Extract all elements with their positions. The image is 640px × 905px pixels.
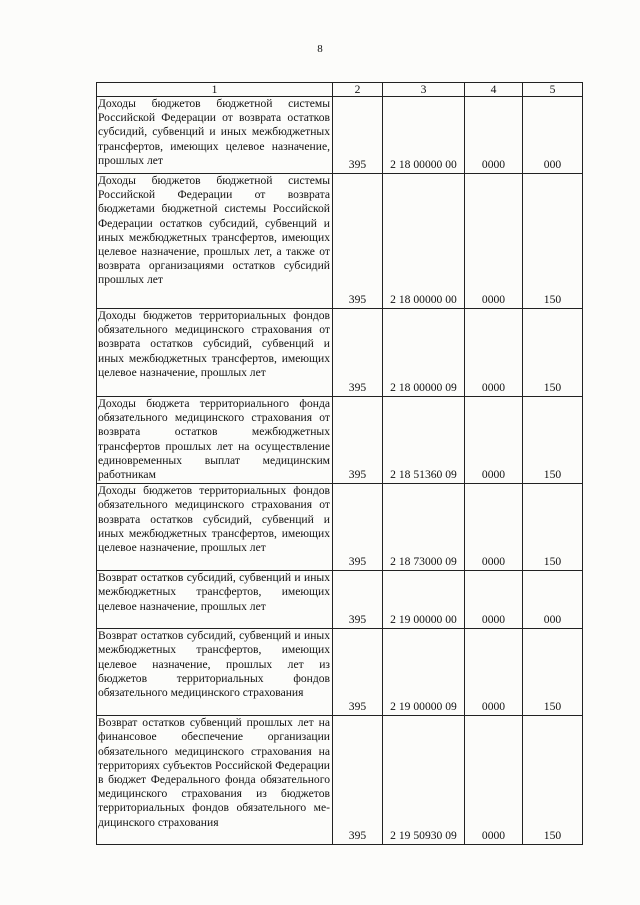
column-header-4: 4 [465, 83, 523, 97]
budget-codes-table [96, 82, 583, 845]
row-code-2: 395 [333, 309, 383, 397]
row-code-4: 0000 [465, 397, 523, 484]
row-code-5: 150 [523, 629, 583, 716]
row-code-3: 2 18 00000 00 [383, 97, 465, 174]
row-code-5: 150 [523, 397, 583, 484]
table-row [97, 174, 583, 309]
row-code-2: 395 [333, 571, 383, 629]
row-code-3: 2 19 00000 09 [383, 629, 465, 716]
row-code-2: 395 [333, 97, 383, 174]
row-code-5: 000 [523, 571, 583, 629]
row-code-4: 0000 [465, 629, 523, 716]
row-name: Возврат остатков субсидий, субвенций и иных межбюджетных трансфертов, имеющих целевое назначение, прошлых лет из бюджетов территориальных фондов обязательного медицинского страхования [97, 629, 333, 716]
row-name: Доходы бюджета территориального фонда обязательного медицинского страхования от возврата остатков межбюджетных трансфертов прошлых лет на осуществление единовременных выплат медицинским работникам [97, 397, 333, 484]
row-code-3: 2 18 00000 09 [383, 309, 465, 397]
row-code-3: 2 18 00000 00 [383, 174, 465, 309]
row-code-3: 2 18 51360 09 [383, 397, 465, 484]
table-row [97, 716, 583, 845]
row-code-2: 395 [333, 484, 383, 571]
row-code-2: 395 [333, 629, 383, 716]
row-code-4: 0000 [465, 484, 523, 571]
row-code-4: 0000 [465, 174, 523, 309]
row-code-5: 150 [523, 484, 583, 571]
row-code-5: 150 [523, 174, 583, 309]
row-code-3: 2 19 50930 09 [383, 716, 465, 845]
column-header-5: 5 [523, 83, 583, 97]
header-row [97, 83, 583, 97]
row-code-3: 2 18 73000 09 [383, 484, 465, 571]
table-row [97, 629, 583, 716]
column-header-1: 1 [97, 83, 333, 97]
row-code-2: 395 [333, 174, 383, 309]
row-name: Доходы бюджетов территориальных фондов обязательного медицинского страхования от возврата остатков субсидий, субвенций и иных межбюджетных трансфертов, имеющих целевое назначение, прошлых лет [97, 309, 333, 397]
row-code-4: 0000 [465, 309, 523, 397]
table-row [97, 571, 583, 629]
row-name: Доходы бюджетов бюджетной системы Российской Федерации от возврата бюджетами бюджетной системы Российской Федерации остатков субсидий, субвенций и иных межбюджетных трансфертов, имеющих целевое назначение, прошлых лет, а также от возврата организациями остатков субсидий прошлых лет [97, 174, 333, 309]
column-header-2: 2 [333, 83, 383, 97]
row-code-5: 150 [523, 309, 583, 397]
row-code-2: 395 [333, 716, 383, 845]
table-row [97, 397, 583, 484]
page-number: 8 [317, 43, 323, 55]
table-row [97, 484, 583, 571]
row-name: Возврат остатков субсидий, субвенций и иных межбюджетных трансфертов, имеющих целевое назначение, прошлых лет [97, 571, 333, 629]
row-code-3: 2 19 00000 00 [383, 571, 465, 629]
row-code-4: 0000 [465, 571, 523, 629]
row-name: Возврат остатков субвенций прошлых лет на финансовое обеспечение организации обязательного медицинского страхования на территориях субъектов Российской Федерации в бюджет Федерального фонда обязательного медицинского страхования из бюджетов территориальных фондов обязательного медицинского страхования [97, 716, 333, 845]
row-code-4: 0000 [465, 97, 523, 174]
row-name: Доходы бюджетов территориальных фондов обязательного медицинского страхования от возврата остатков субсидий, субвенций и иных межбюджетных трансфертов, имеющих целевое назначение, прошлых лет [97, 484, 333, 571]
row-code-5: 000 [523, 97, 583, 174]
row-code-4: 0000 [465, 716, 523, 845]
row-name: Доходы бюджетов бюджетной системы Российской Федерации от возврата остатков субсидий, субвенций и иных межбюджетных трансфертов, имеющих целевое назначение, прошлых лет [97, 97, 333, 174]
table-row [97, 309, 583, 397]
column-header-3: 3 [383, 83, 465, 97]
table-row [97, 97, 583, 174]
row-code-5: 150 [523, 716, 583, 845]
row-code-2: 395 [333, 397, 383, 484]
